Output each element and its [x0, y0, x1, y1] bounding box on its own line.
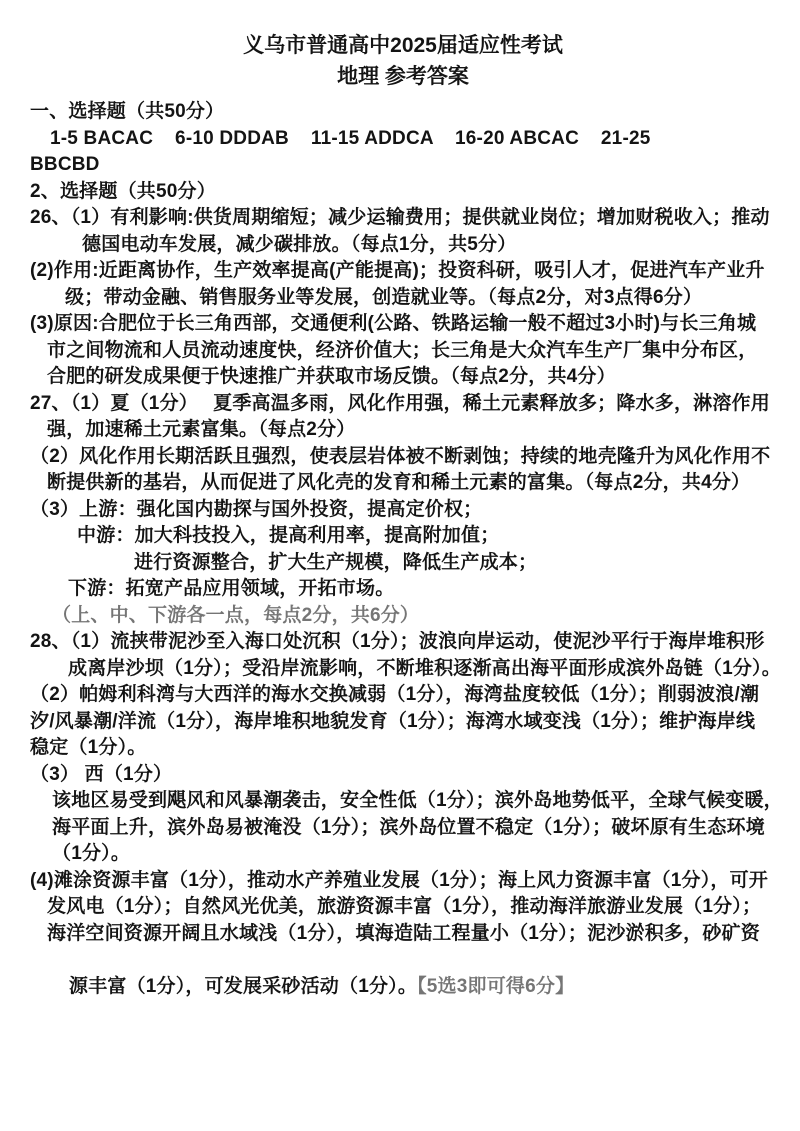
- answer-q28-2-line-1: （2）帕姆利科湾与大西洋的海水交换减弱（1分），海湾盐度较低（1分）；削弱波浪/潮: [30, 684, 760, 705]
- answer-q28-2-line-3: 稳定（1分）。: [30, 737, 147, 758]
- answer-q28-1-line-2: 成离岸沙坝（1分）；受沿岸流影响，不断堆积逐渐高出海平面形成滨外岛链（1分）。: [68, 657, 781, 679]
- answer-q28-3-line-2: 该地区易受到飓风和风暴潮袭击，安全性低（1分）；滨外岛地势低平，全球气候变暖，: [52, 790, 783, 811]
- doc-subtitle: 地理 参考答案: [337, 65, 469, 88]
- answer-q26-3-line-3: 合肥的研发成果便于快速推广并获取市场反馈。（每点2分，共4分）: [47, 366, 616, 387]
- answer-q28-3-line-4: （1分）。: [52, 843, 131, 864]
- mcq-answers-row-2: BBCBD: [30, 154, 100, 175]
- answer-q28-4-line-1: (4)滩涂资源丰富（1分），推动水产养殖业发展（1分）；海上风力资源丰富（1分），可开: [30, 869, 769, 891]
- answer-q28-4-line-4-text: 源丰富（1分），可发展采砂活动（1分）。: [68, 975, 418, 997]
- answer-q28-4-scoring-note: 【5选3即可得6分】: [417, 975, 575, 997]
- answer-q26-2-line-2: 级；带动金融、销售服务业等发展，创造就业等。（每点2分，对3点得6分）: [65, 286, 703, 308]
- section-2-heading: 2、选择题（共50分）: [30, 180, 216, 202]
- answer-q26-3-line-2: 市之间物流和人员流动速度快，经济价值大；长三角是大众汽车生产厂集中分布区，: [47, 339, 758, 361]
- answer-q28-4-line-4: [30, 947, 776, 1027]
- answer-q28-3-line-1: （3） 西（1分）: [30, 763, 173, 785]
- answer-q28-4-line-2: 发风电（1分）；自然风光优美，旅游资源丰富（1分），推动海洋旅游业发展（1分）；: [47, 896, 762, 917]
- answer-q26-1-line-2: 德国电动车发展，减少碳排放。（每点1分，共5分）: [82, 233, 517, 255]
- answer-q26-2-line-1: (2)作用:近距离协作，生产效率提高(产能提高)；投资科研，吸引人才，促进汽车产业升: [30, 260, 765, 281]
- answer-q27-1-line-2: 强，加速稀土元素富集。（每点2分）: [47, 419, 356, 440]
- answer-q27-2-line-1: （2）风化作用长期活跃且强烈，使表层岩体被不断剥蚀；持续的地壳隆升为风化作用不: [30, 445, 771, 467]
- answer-q28-4-line-3: 海洋空间资源开阔且水域浅（1分），填海造陆工程量小（1分）；泥沙淤积多，砂矿资: [47, 922, 760, 944]
- answer-q26-3-line-1: (3)原因:合肥位于长三角西部，交通便利(公路、铁路运输一般不超过3小时)与长三角城: [30, 313, 757, 334]
- answer-q27-3-upstream: （3）上游：强化国内勘探与国外投资，提高定价权；: [30, 498, 483, 520]
- answer-q27-1-line-1: 27、（1）夏（1分） 夏季高温多雨，风化作用强，稀土元素释放多；降水多，淋溶作用: [30, 392, 770, 414]
- mcq-answers-row-1: 1-5 BACAC 6-10 DDDAB 11-15 ADDCA 16-20 ABCAC 21-25: [50, 127, 651, 149]
- section-1-heading: 一、选择题（共50分）: [30, 101, 225, 122]
- answer-q27-3-midstream-cont: 进行资源整合，扩大生产规模，降低生产成本；: [134, 551, 538, 573]
- doc-title: 义乌市普通高中2025届适应性考试: [243, 34, 563, 57]
- answer-q27-3-midstream: 中游：加大科技投入，提高利用率，提高附加值；: [77, 525, 500, 546]
- answer-q28-1-line-1: 28、（1）流挟带泥沙至入海口处沉积（1分）；波浪向岸运动，使泥沙平行于海岸堆积形: [30, 631, 765, 652]
- answer-q26-1-line-1: 26、（1）有利影响:供货周期缩短；减少运输费用；提供就业岗位；增加财税收入；推动: [30, 207, 770, 228]
- answer-q28-3-line-3: 海平面上升，滨外岛易被淹没（1分）；滨外岛位置不稳定（1分）；破坏原有生态环境: [52, 816, 765, 838]
- answer-q27-2-line-2: 断提供新的基岩，从而促进了风化壳的发育和稀土元素的富集。（每点2分，共4分）: [47, 472, 751, 493]
- answer-q27-3-downstream: 下游：拓宽产品应用领域，开拓市场。: [68, 578, 395, 599]
- answer-q28-2-line-2: 汐/风暴潮/洋流（1分），海岸堆积地貌发育（1分）；海湾水域变浅（1分）；维护海岸线: [30, 710, 756, 732]
- answer-q27-3-scoring-note: （上、中、下游各一点，每点2分，共6分）: [52, 604, 420, 626]
